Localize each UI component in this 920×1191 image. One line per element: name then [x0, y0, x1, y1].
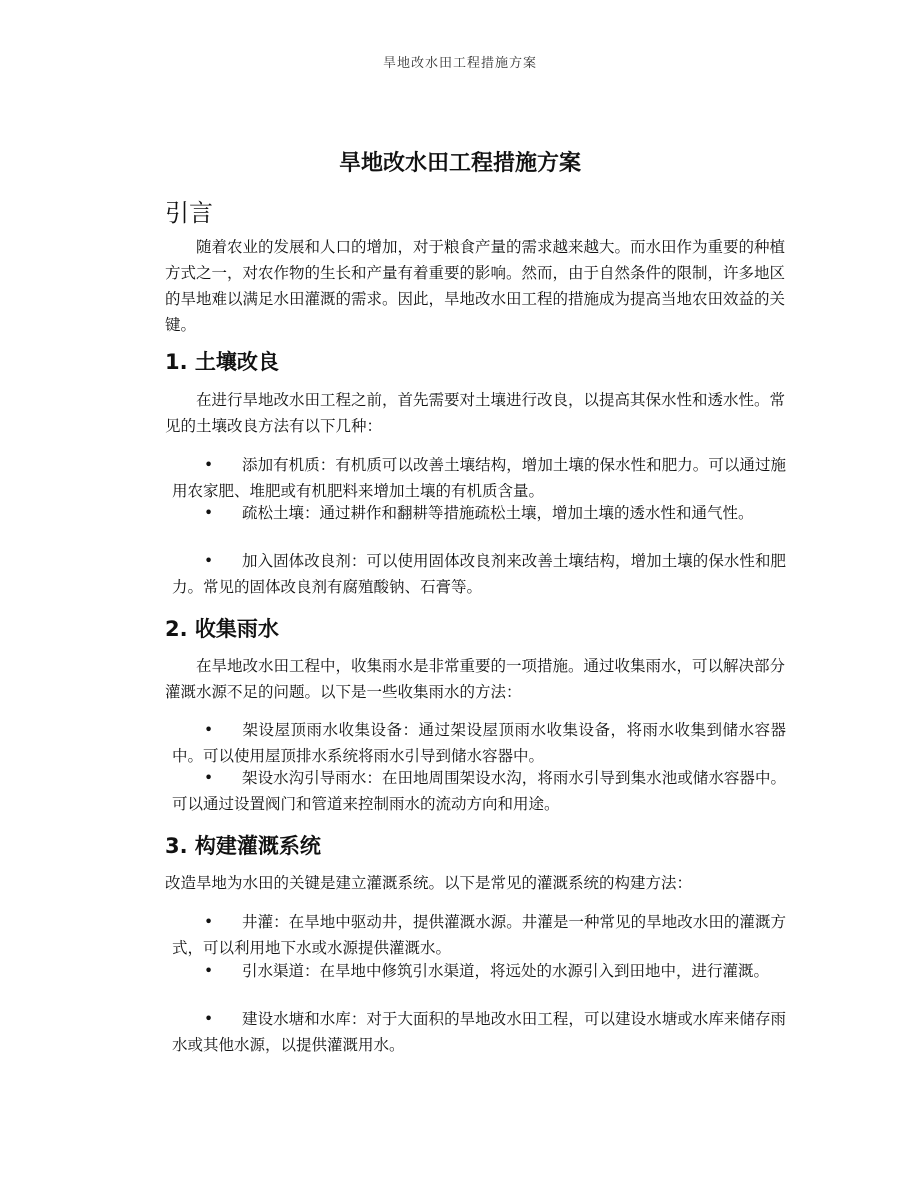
list-item-text: 添加有机质：有机质可以改善土壤结构，增加土壤的保水性和肥力。可以通过施用农家肥、堆肥或有机肥料来增加土壤的有机质含量。 [172, 456, 786, 500]
bullet-icon: • [204, 913, 214, 931]
section-1-paragraph: 在进行旱地改水田工程之前，首先需要对土壤进行改良，以提高其保水性和透水性。常见的土壤改良方法有以下几种： [165, 391, 786, 435]
section-2-heading: 2. 收集雨水 [165, 617, 279, 641]
list-item-text: 加入固体改良剂：可以使用固体改良剂来改善土壤结构，增加土壤的保水性和肥力。常见的固体改良剂有腐殖酸钠、石膏等。 [172, 552, 786, 596]
list-item [172, 548, 786, 600]
list-item-text: 架设屋顶雨水收集设备：通过架设屋顶雨水收集设备，将雨水收集到储水容器中。可以使用屋顶排水系统将雨水引导到储水容器中。 [172, 721, 786, 765]
section-3-heading: 3. 构建灌溉系统 [165, 834, 321, 858]
bullet-icon: • [204, 721, 214, 739]
section-1-heading: 1. 土壤改良 [165, 350, 279, 374]
list-item-text: 井灌：在旱地中驱动井，提供灌溉水源。井灌是一种常见的旱地改水田的灌溉方式，可以利用地下水或水源提供灌溉水。 [172, 913, 786, 957]
bullet-icon: • [204, 552, 214, 570]
bullet-icon: • [204, 456, 214, 474]
intro-heading: 引言 [165, 199, 213, 227]
list-item [172, 765, 786, 817]
list-item [172, 452, 786, 504]
bullet-icon: • [204, 504, 214, 522]
bullet-icon: • [204, 769, 214, 787]
document-title: 旱地改水田工程措施方案 [338, 150, 581, 176]
intro-paragraph: 随着农业的发展和人口的增加，对于粮食产量的需求越来越大。而水田作为重要的种植方式之一，对农作物的生长和产量有着重要的影响。然而，由于自然条件的限制，许多地区的旱地难以满足水田灌溉的需求。因此，旱地改水田工程的措施成为提高当地农田效益的关键。 [165, 238, 786, 334]
list-item [172, 909, 786, 961]
list-item-text: 架设水沟引导雨水：在田地周围架设水沟，将雨水引导到集水池或储水容器中。可以通过设置阀门和管道来控制雨水的流动方向和用途。 [172, 769, 786, 813]
page-header: 旱地改水田工程措施方案 [382, 56, 537, 71]
bullet-icon: • [204, 962, 214, 980]
list-item-text: 疏松土壤：通过耕作和翻耕等措施疏松土壤，增加土壤的透水性和通气性。 [242, 504, 754, 522]
list-item [172, 1006, 786, 1058]
bullet-icon: • [204, 1010, 214, 1028]
list-item [172, 958, 786, 984]
list-item-text: 建设水塘和水库：对于大面积的旱地改水田工程，可以建设水塘或水库来储存雨水或其他水源，以提供灌溉用水。 [172, 1010, 786, 1054]
section-2-paragraph: 在旱地改水田工程中，收集雨水是非常重要的一项措施。通过收集雨水，可以解决部分灌溉水源不足的问题。以下是一些收集雨水的方法： [165, 657, 786, 701]
list-item [172, 717, 786, 769]
list-item [172, 500, 786, 526]
section-3-paragraph: 改造旱地为水田的关键是建立灌溉系统。以下是常见的灌溉系统的构建方法： [165, 874, 693, 892]
list-item-text: 引水渠道：在旱地中修筑引水渠道，将远处的水源引入到田地中，进行灌溉。 [242, 962, 770, 980]
